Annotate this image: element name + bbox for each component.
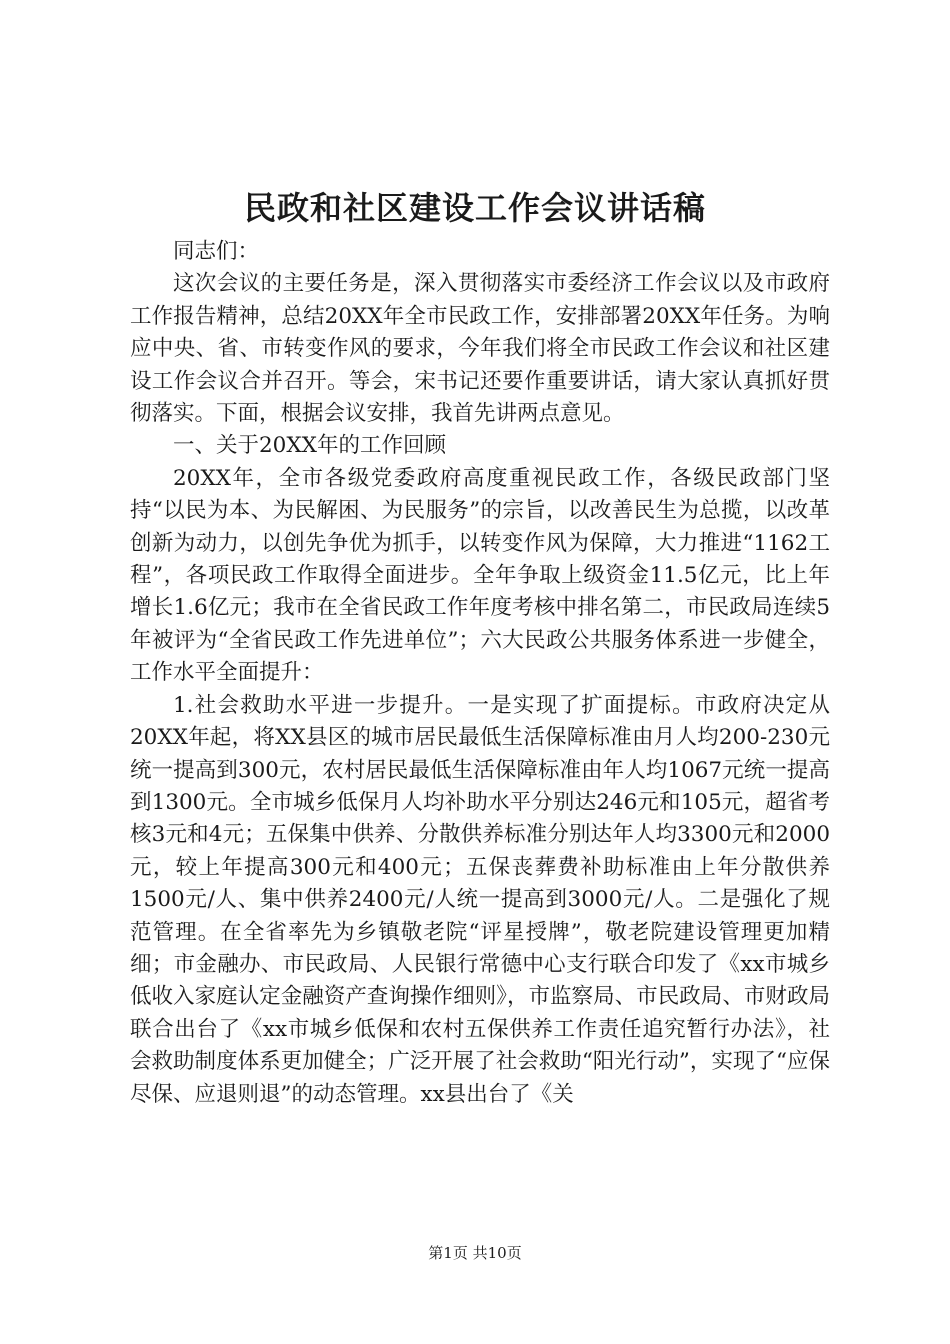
section-heading: 一、关于20XX年的工作回顾 [173, 433, 446, 459]
salutation: 同志们： [173, 239, 260, 264]
intro-paragraph: 这次会议的主要任务是，深入贯彻落实市委经济工作会议以及市政府工作报告精神，总结20XX年全市民政工作，安排部署20XX年任务。为响应中央、省、市转变作风的要求，今年我们将全市民政工作会议和社区建设工作会议合并召开。等会，宋书记还要作重要讲话，请大家认真抓好贯彻落实。下面，根据会议安排，我首先讲两点意见。 [130, 271, 830, 427]
document-body [130, 236, 830, 1111]
page-footer: 第1页 共10页 [428, 1244, 522, 1262]
document-title: 民政和社区建设工作会议讲话稿 [243, 189, 706, 227]
review-paragraph: 20XX年，全市各级党委政府高度重视民政工作，各级民政部门坚持“以民为本、为民解困、为民服务”的宗旨，以改善民生为总揽，以改革创新为动力，以创先争优为抓手，以转变作风为保障，大力推进“1162工程”，各项民政工作取得全面进步。全年争取上级资金11.5亿元，比上年增长1.6亿元；我市在全省民政工作年度考核中排名第二，市民政局连续5年被评为“全省民政工作先进单位”；六大民政公共服务体系进一步健全，工作水平全面提升： [130, 465, 830, 686]
social-assistance-paragraph: 1.社会救助水平进一步提升。一是实现了扩面提标。市政府决定从20XX年起，将XX县区的城市居民最低生活保障标准由月人均200-230元统一提高到300元，农村居民最低生活保障标准由年人均1067元统一提高到1300元。全市城乡低保月人均补助水平分别达246元和105元，超省考核3元和4元；五保集中供养、分散供养标准分别达年人均3300元和2000元，较上年提高300元和400元；五保丧葬费补助标准由上年分散供养1500元/人、集中供养2400元/人统一提高到3000元/人。二是强化了规范管理。在全省率先为乡镇敬老院“评星授牌”，敬老院建设管理更加精细；市金融办、市民政局、人民银行常德中心支行联合印发了《xx市城乡低收入家庭认定金融资产查询操作细则》，市监察局、市民政局、市财政局联合出台了《xx市城乡低保和农村五保供养工作责任追究暂行办法》，社会救助制度体系更加健全；广泛开展了社会救助“阳光行动”，实现了“应保尽保、应退则退”的动态管理。xx县出台了《关 [130, 692, 830, 1107]
